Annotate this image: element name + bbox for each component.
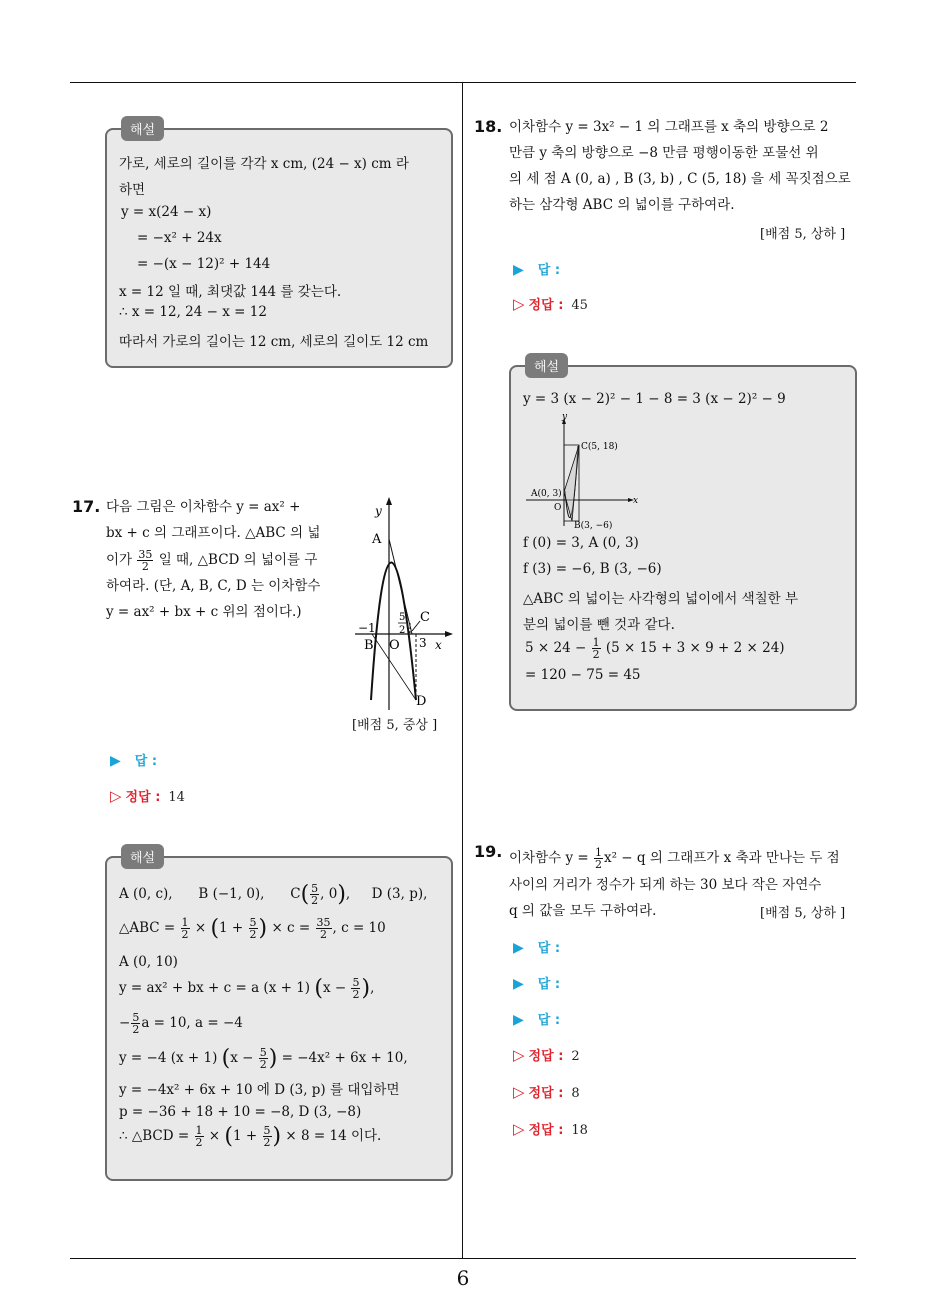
q17-line: bx + c 의 그래프이다. △ABC 의 넓 — [106, 525, 321, 541]
q19-answer-row — [513, 973, 560, 992]
part: , c = 10 — [332, 920, 386, 936]
frac-den: 2 — [141, 560, 149, 573]
paren: ) — [268, 1046, 278, 1071]
fraction — [181, 917, 190, 940]
q18-line: 하는 삼각형 ABC 의 넓이를 구하여라. — [509, 197, 735, 213]
q18-line: 의 세 점 A (0, a) , B (3, b) , C (5, 18) 을 세 꼭짓점으로 — [509, 171, 851, 187]
frac-num: 5 — [249, 916, 257, 929]
part: (5 × 15 + 3 × 9 + 2 × 24) — [605, 640, 785, 656]
graph-label-a: A — [372, 532, 382, 547]
sol17-line1: A (0, c), B (−1, 0), C( $\frac{5}{2}$ , 0), D (3, p), — [119, 882, 428, 907]
correct-label: 정답 : — [528, 1123, 564, 1138]
sol17-line5 — [119, 1012, 243, 1035]
q18-line: 이차함수 y = 3x² − 1 의 그래프를 x 축의 방향으로 2 — [509, 119, 829, 135]
sol16-line: = −(x − 12)² + 144 — [137, 256, 271, 272]
q19-answer-row — [513, 937, 560, 956]
q17-correct-row — [110, 786, 185, 805]
part: a = 10, a = −4 — [141, 1015, 243, 1031]
frac-num: 1 — [195, 1124, 203, 1137]
frac-num: 5 — [132, 1011, 140, 1024]
correct-label: 정답 : — [528, 1049, 564, 1064]
graph-label-o: O — [554, 503, 562, 513]
graph-x-label: x — [633, 496, 639, 506]
graph-label-c: C(5, 18) — [581, 442, 618, 452]
play-outline-icon: ▷ — [513, 1120, 525, 1138]
part: x − — [230, 1050, 254, 1066]
correct-value: 2 — [571, 1049, 580, 1064]
graph-y-label: y — [375, 504, 382, 518]
solution-tag: 해설 — [525, 353, 568, 378]
part: 1 + — [219, 920, 244, 936]
correct-value: 8 — [571, 1086, 580, 1101]
correct-label: 정답 : — [528, 298, 564, 313]
answer-label: 답 : — [134, 754, 158, 769]
q17-line3-b: 일 때, △BCD 의 넓이를 구 — [158, 552, 318, 568]
paren: ( — [221, 1046, 231, 1071]
sol18-line3: f (3) = −6, B (3, −6) — [523, 561, 662, 577]
part: × c = — [271, 920, 311, 936]
play-outline-icon: ▷ — [110, 787, 122, 805]
paren: ) — [258, 916, 268, 941]
q17-answer-row — [110, 750, 157, 769]
part: x² − q 의 그래프가 x 축과 만나는 두 점 — [603, 850, 840, 866]
part: × — [208, 1128, 221, 1144]
sol17-line4 — [119, 976, 374, 1001]
paren: ( — [224, 1124, 233, 1149]
q19-answer-row — [513, 1009, 560, 1028]
play-icon: ▶ — [513, 262, 524, 278]
sol16-line: ∴ x = 12, 24 − x = 12 — [119, 304, 267, 320]
q19-meta: [배점 5, 상하 ] — [760, 906, 846, 921]
correct-label: 정답 : — [528, 1086, 564, 1101]
frac-num: 5 — [311, 882, 319, 895]
q19-line: 사이의 거리가 정수가 되게 하는 30 보다 작은 자연수 — [509, 877, 822, 893]
solution-box-17 — [105, 851, 453, 1181]
sol18-line2: f (0) = 3, A (0, 3) — [523, 535, 639, 551]
answer-label: 답 : — [537, 1013, 561, 1028]
frac-num: 1 — [592, 636, 600, 649]
fraction — [263, 1125, 272, 1148]
q18-graph — [521, 411, 651, 531]
parabola — [371, 563, 416, 701]
y-axis-arrow — [386, 497, 392, 505]
paren: ( — [210, 916, 220, 941]
part: , — [370, 980, 375, 996]
part: ∴ △BCD = — [119, 1128, 190, 1144]
q18-correct-row — [513, 294, 588, 313]
graph-label-b: B — [364, 638, 374, 653]
question-number-19: 19. — [474, 842, 503, 861]
frac-num: 1 — [594, 846, 602, 859]
solution-box-16 — [105, 123, 453, 368]
sol17-line9 — [119, 1124, 381, 1149]
frac-num: 1 — [181, 916, 189, 929]
part: A (0, c), — [119, 886, 173, 902]
play-outline-icon: ▷ — [513, 1083, 525, 1101]
play-icon: ▶ — [513, 940, 524, 956]
sol16-line: = −x² + 24x — [137, 230, 222, 246]
part: y = ax² + bx + c = a (x + 1) — [119, 980, 311, 996]
sol16-line: 따라서 가로의 길이는 12 cm, 세로의 길이도 12 cm — [119, 334, 429, 350]
sol16-line: y = x(24 − x) — [121, 204, 212, 220]
part: − — [119, 1015, 131, 1031]
q17-line — [106, 547, 317, 573]
triangle-abc — [564, 445, 579, 521]
graph-tick-frac-den: 2 — [399, 625, 406, 636]
question-number-18: 18. — [474, 117, 503, 136]
bottom-rule — [70, 1258, 856, 1259]
play-icon: ▶ — [110, 753, 121, 769]
sol18-line5: 분의 넓이를 뺀 것과 같다. — [523, 617, 675, 633]
sol16-line: 하면 — [119, 182, 146, 198]
frac-den: 2 — [259, 1058, 267, 1071]
q17-line: 다음 그림은 이차함수 y = ax² + — [106, 499, 301, 515]
sol16-line: x = 12 일 때, 최댓값 144 를 갖는다. — [119, 284, 342, 300]
sol18-line1: y = 3 (x − 2)² − 1 − 8 = 3 (x − 2)² − 9 — [523, 391, 786, 407]
paren: ( — [300, 882, 310, 907]
part: × — [194, 920, 207, 936]
part: C — [290, 886, 301, 902]
fraction — [131, 1012, 140, 1035]
graph-tick-frac-num: 5 — [399, 612, 406, 623]
correct-value: 18 — [571, 1123, 588, 1138]
sol17-line2 — [119, 916, 386, 941]
sol16-line: 가로, 세로의 길이를 각각 x cm, (24 − x) cm 라 — [119, 156, 409, 172]
graph-tick-neg1: −1 — [358, 621, 376, 635]
q17-line: y = ax² + bx + c 위의 점이다.) — [106, 604, 302, 620]
q18-answer-row — [513, 259, 560, 278]
arrow-to-c — [412, 621, 420, 631]
sol17-line6 — [119, 1046, 408, 1071]
fraction — [137, 549, 153, 572]
q19-correct-row — [513, 1045, 580, 1064]
frac-den: 2 — [181, 928, 189, 941]
graph-label-d: D — [416, 694, 427, 709]
sol17-line3: A (0, 10) — [119, 954, 178, 970]
play-outline-icon: ▷ — [513, 295, 525, 313]
frac-den: 2 — [594, 858, 602, 871]
sol17-line7: y = −4x² + 6x + 10 에 D (3, p) 를 대입하면 — [119, 1082, 400, 1098]
play-outline-icon: ▷ — [513, 1046, 525, 1064]
part: x − — [322, 980, 347, 996]
graph-y-label: y — [562, 412, 568, 422]
graph-x-label: x — [435, 638, 442, 652]
graph-tick-3: 3 — [419, 636, 427, 650]
q19-correct-row — [513, 1119, 588, 1138]
part: D (3, p), — [371, 886, 428, 902]
solution-tag: 해설 — [121, 844, 164, 869]
frac-num: 5 — [352, 976, 360, 989]
paren: ) — [272, 1124, 282, 1149]
graph-label-c: C — [420, 610, 430, 625]
q17-line3-a: 이가 — [106, 552, 133, 568]
correct-value: 45 — [571, 298, 588, 313]
part: 1 + — [233, 1128, 258, 1144]
question-number-17: 17. — [72, 497, 101, 516]
fraction — [259, 1047, 268, 1070]
play-icon: ▶ — [513, 1012, 524, 1028]
frac-den: 2 — [592, 648, 600, 661]
fraction — [195, 1125, 204, 1148]
solution-tag: 해설 — [121, 116, 164, 141]
graph-label-b: B(3, −6) — [574, 521, 613, 531]
x-axis-arrow — [445, 631, 453, 637]
fraction — [310, 883, 319, 906]
part: y = −4 (x + 1) — [119, 1050, 218, 1066]
graph-label-a: A(0, 3) — [531, 489, 562, 499]
part: , 0 — [320, 886, 338, 902]
part: = −4x² + 6x + 10, — [281, 1050, 408, 1066]
part: × 8 = 14 이다. — [285, 1128, 382, 1144]
correct-label: 정답 : — [125, 790, 161, 805]
frac-num: 5 — [263, 1124, 271, 1137]
q19-line1 — [509, 845, 840, 871]
sol17-line8: p = −36 + 18 + 10 = −8, D (3, −8) — [119, 1104, 362, 1120]
part: 5 × 24 − — [525, 640, 587, 656]
sol18-line7: = 120 − 75 = 45 — [525, 667, 641, 683]
q17-meta: [배점 5, 중상 ] — [352, 718, 438, 733]
frac-num: 35 — [138, 548, 153, 561]
q18-meta: [배점 5, 상하 ] — [760, 227, 846, 242]
frac-den: 2 — [195, 1136, 203, 1149]
paren: ) — [361, 976, 371, 1001]
q17-line: 하여라. (단, A, B, C, D 는 이차함수 — [106, 578, 321, 594]
sol18-line6 — [525, 637, 785, 660]
answer-label: 답 : — [537, 263, 561, 278]
frac-num: 5 — [259, 1046, 267, 1059]
correct-value: 14 — [168, 790, 185, 805]
paren: ( — [314, 976, 323, 1001]
q17-graph — [350, 495, 455, 715]
column-divider — [462, 82, 463, 1258]
page-number: 6 — [456, 1266, 470, 1290]
part: B (−1, 0), — [198, 886, 265, 902]
fraction — [316, 917, 332, 940]
fraction — [351, 977, 360, 1000]
frac-den: 2 — [263, 1136, 271, 1149]
graph-label-o: O — [389, 638, 400, 653]
frac-den: 2 — [320, 928, 328, 941]
frac-den: 2 — [311, 894, 319, 907]
play-icon: ▶ — [513, 976, 524, 992]
answer-label: 답 : — [537, 977, 561, 992]
part: △ABC = — [119, 920, 176, 936]
part: 이차함수 y = — [509, 850, 589, 866]
frac-den: 2 — [249, 928, 257, 941]
fraction — [594, 847, 603, 870]
frac-num: 35 — [316, 916, 331, 929]
top-rule — [70, 82, 856, 83]
q18-line: 만큼 y 축의 방향으로 −8 만큼 평행이동한 포물선 위 — [509, 145, 819, 161]
paren: ) — [337, 882, 346, 907]
fraction — [592, 637, 601, 660]
frac-den: 2 — [132, 1023, 140, 1036]
answer-label: 답 : — [537, 941, 561, 956]
fraction — [249, 917, 258, 940]
q19-correct-row — [513, 1082, 580, 1101]
solution-box-18 — [509, 360, 857, 711]
q19-line: q 의 값을 모두 구하여라. — [509, 903, 657, 919]
frac-den: 2 — [352, 988, 360, 1001]
sol18-line4: △ABC 의 넓이는 사각형의 넓이에서 색칠한 부 — [523, 591, 799, 607]
